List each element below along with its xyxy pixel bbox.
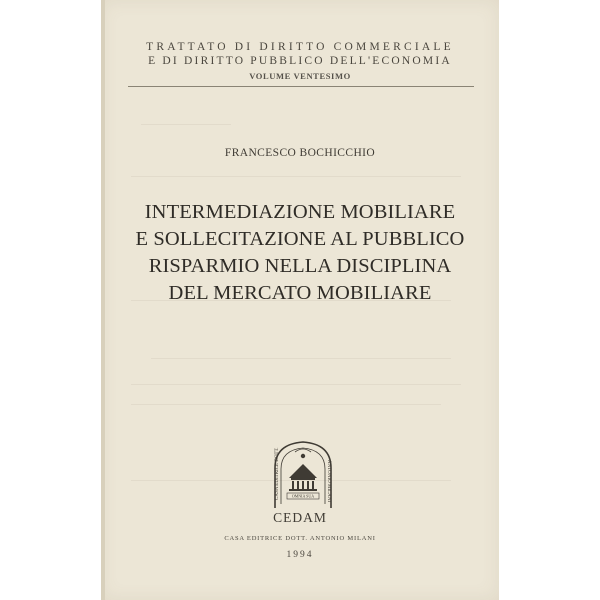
emblem-motto: OMNIA SUA	[291, 493, 315, 499]
author-name: FRANCESCO BOCHICCHIO	[224, 147, 376, 159]
book-title	[101, 199, 499, 307]
title-line: DEL MERCATO MOBILIARE	[168, 282, 432, 304]
emblem-text-left: CASA EDITRICE DOTT.	[275, 447, 280, 500]
title-line: INTERMEDIAZIONE MOBILIARE	[144, 201, 456, 223]
title-line: RISPARMIO NELLA DISCIPLINA	[148, 255, 452, 277]
show-through-line	[131, 384, 461, 385]
publisher-name: CEDAM	[273, 510, 327, 525]
emblem-text-right: ANTONIO MILANI	[326, 460, 331, 502]
publication-year: 1994	[286, 550, 314, 560]
series-title-line-1: TRATTATO DI DIRITTO COMMERCIALE	[146, 41, 454, 53]
show-through-line	[141, 124, 231, 125]
publisher-emblem-icon	[267, 438, 339, 510]
header-rule	[128, 86, 474, 87]
title-line: E SOLLECITAZIONE AL PUBBLICO	[135, 228, 465, 250]
title-page	[101, 0, 499, 600]
show-through-line	[151, 358, 451, 359]
show-through-line	[131, 176, 461, 177]
publisher-full-name: CASA EDITRICE DOTT. ANTONIO MILANI	[224, 535, 376, 542]
series-title-line-2: E DI DIRITTO PUBBLICO DELL'ECONOMIA	[148, 55, 452, 67]
volume-label: VOLUME VENTESIMO	[249, 71, 351, 81]
show-through-line	[131, 404, 441, 405]
